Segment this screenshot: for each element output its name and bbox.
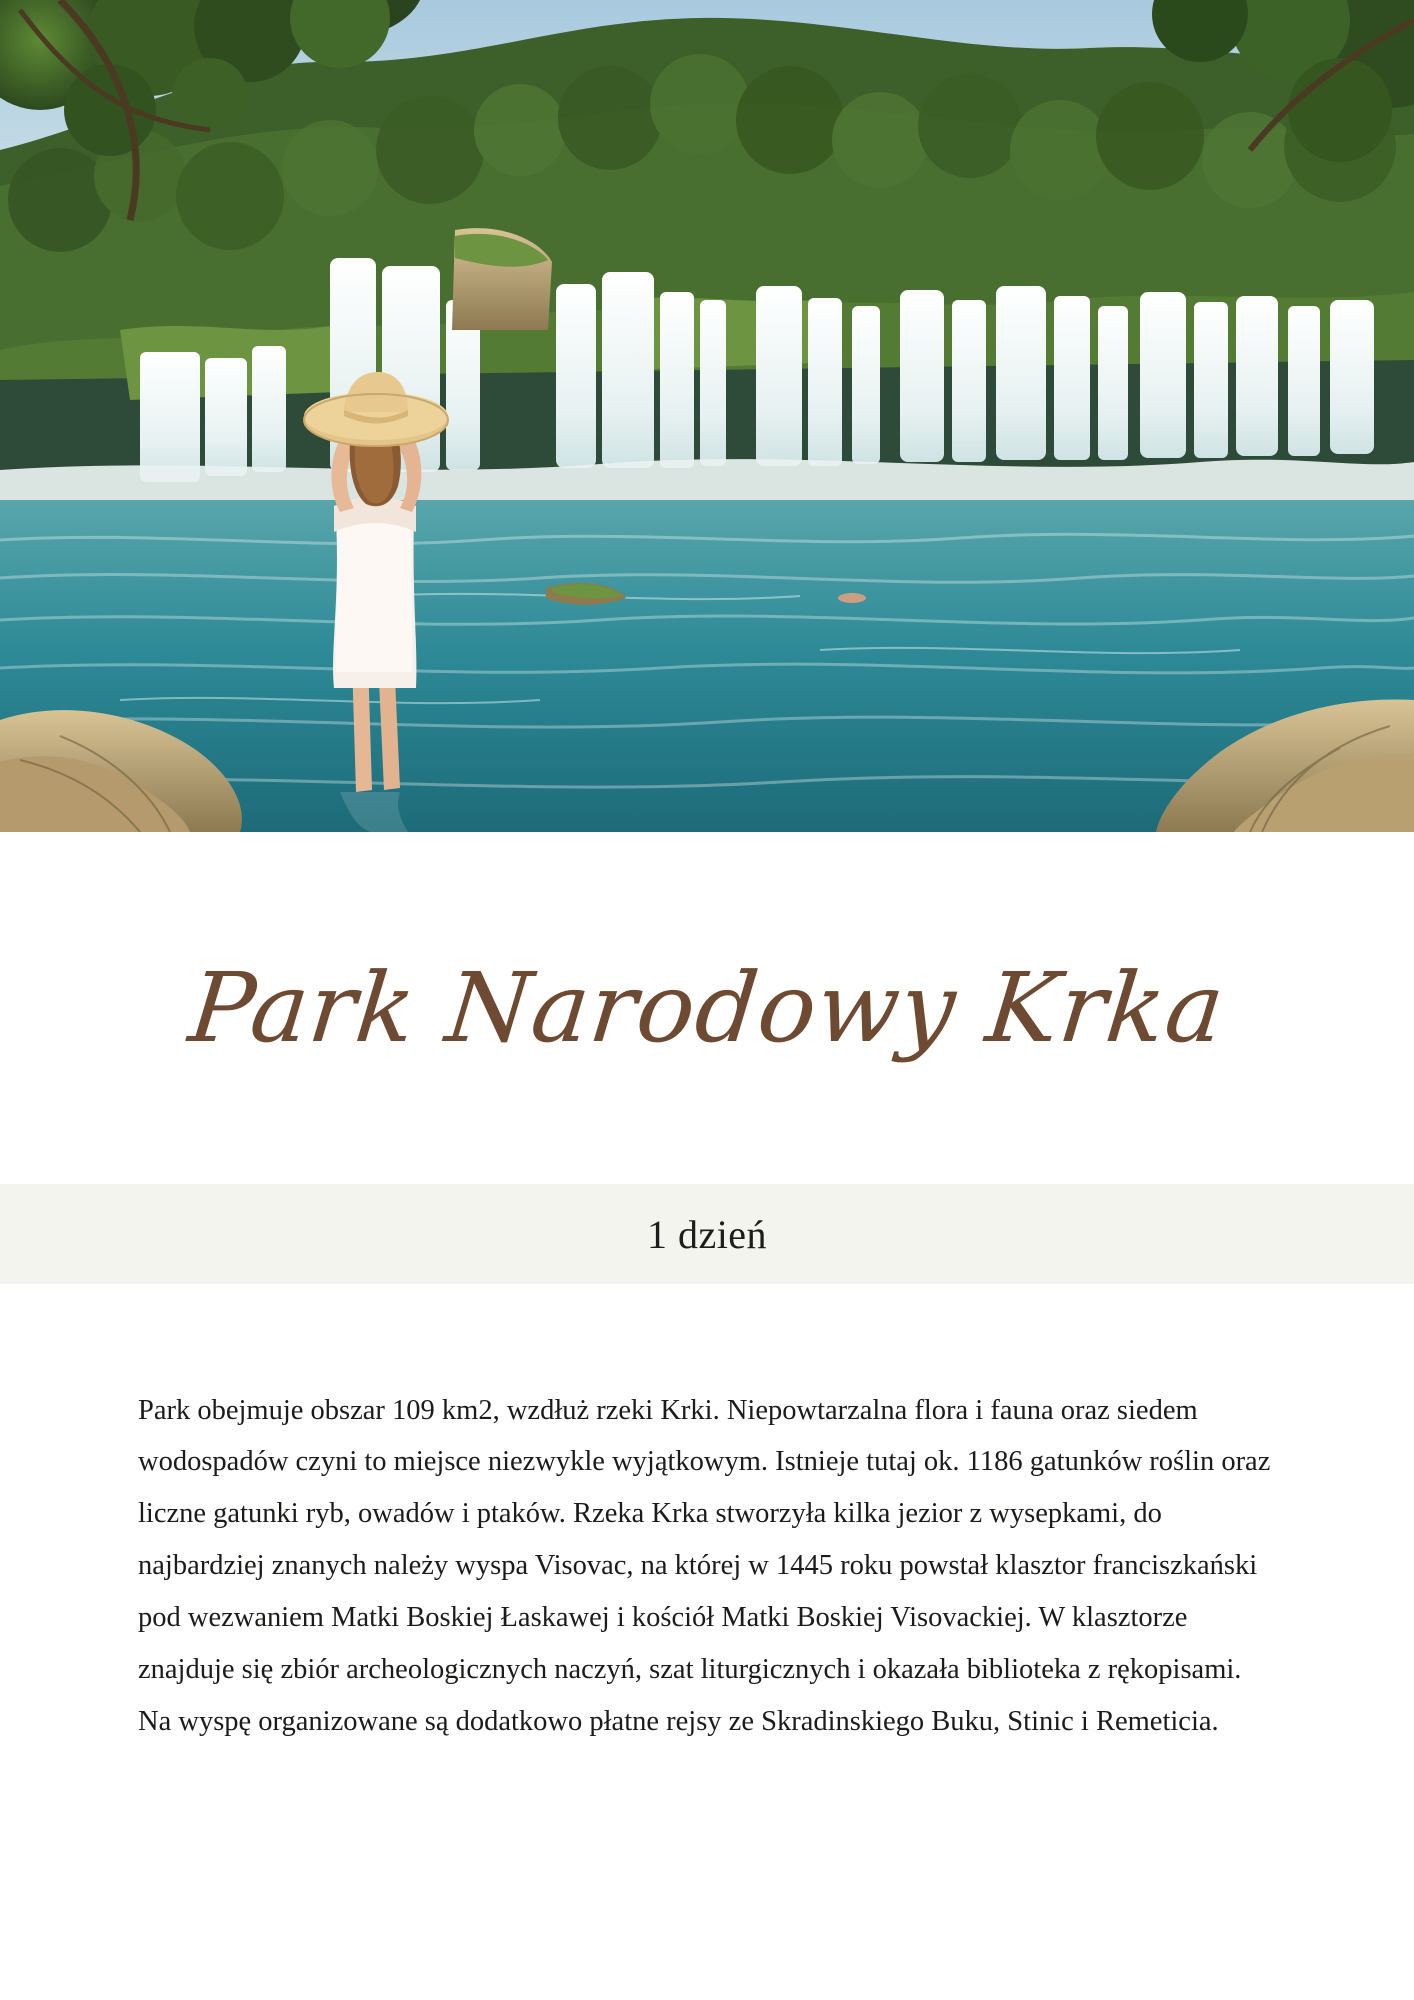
title-block [0, 832, 1414, 1184]
krka-waterfalls-illustration [0, 0, 1414, 832]
page-title: Park Narodowy Krka [184, 951, 1231, 1064]
day-label: 1 dzień [646, 1211, 768, 1257]
day-section-bar [0, 1184, 1414, 1284]
body-paragraph: Park obejmuje obszar 109 km2, wzdłuż rzeki Krki. Niepowtarzalna flora i fauna oraz siedem wodospadów czyni to miejsce niezwykle wyjątkowym. Istnieje tutaj ok. 1186 gatunków roślin oraz liczne gatunki ryb, owadów i ptaków. Rzeka Krka stworzyła kilka jezior z wysepkami, do najbardziej znanych należy wyspa Visovac, na której w 1445 roku powstał klasztor franciszkański pod wezwaniem Matki Boskiej Łaskawej i kościół Matki Boskiej Visovackiej. W klasztorze znajduje się zbiór archeologicznych naczyń, szat liturgicznych i okazała biblioteka z rękopisami. Na wyspę organizowane są dodatkowo płatne rejsy ze Skradinskiego Buku, Stinic i Remeticia. [138, 1394, 1271, 1737]
body-section [0, 1284, 1414, 1748]
hero-image [0, 0, 1414, 832]
